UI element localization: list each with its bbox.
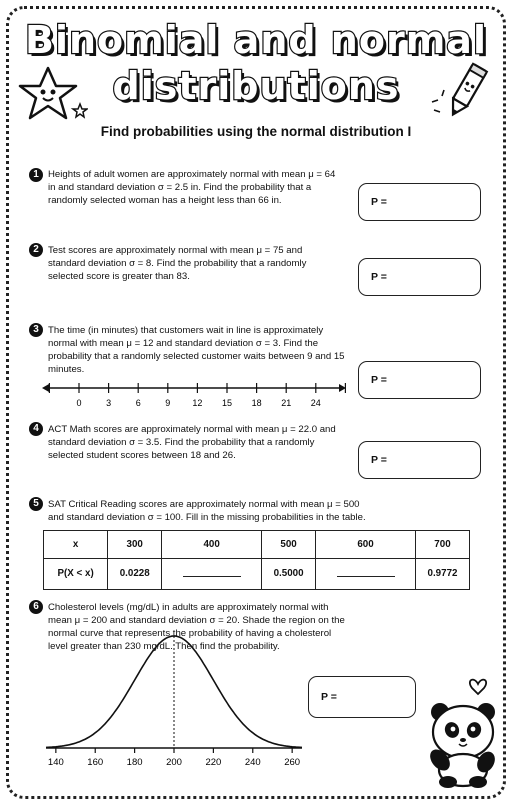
number-line-label: 6	[135, 398, 141, 408]
table-cell: 0.0228	[108, 558, 162, 589]
pencil-mascot-icon	[428, 60, 496, 122]
answer-box-3[interactable]	[358, 361, 481, 399]
answer-label-2: P =	[371, 271, 387, 283]
table-blank-cell-600[interactable]	[316, 558, 416, 589]
table-cell: 700	[415, 531, 469, 559]
answer-label-3: P =	[371, 374, 387, 386]
number-line-label: 15	[221, 398, 233, 408]
table-blank-cell-400[interactable]	[162, 558, 262, 589]
answer-label-1: P =	[371, 196, 387, 208]
curve-tick-label: 180	[126, 757, 143, 768]
table-row	[44, 531, 470, 559]
table-cell: 300	[108, 531, 162, 559]
curve-tick-label: 160	[87, 757, 104, 768]
table-cell: 0.5000	[262, 558, 316, 589]
curve-tick-label: 220	[205, 757, 222, 768]
left-arrow-icon	[42, 384, 49, 392]
number-line-label: 9	[165, 398, 171, 408]
number-line-label: 21	[281, 398, 292, 408]
curve-tick-label: 140	[47, 757, 64, 768]
worksheet-subtitle: Find probabilities using the normal distribution I	[100, 124, 412, 139]
question-5-text: SAT Critical Reading scores are approximately normal with mean μ = 500 and standard deviation σ = 100. Fill in the missing probabilities in the table.	[48, 499, 366, 523]
table-cell: P(X < x)	[44, 558, 108, 589]
table-cell: x	[44, 531, 108, 559]
question-4-text: ACT Math scores are approximately normal with mean μ = 22.0 and standard deviation σ = 3.5. Find the probability that a randomly selected student scores between 18 and 26.	[48, 424, 336, 461]
question-6-number: 6	[29, 600, 43, 614]
question-1-number: 1	[29, 168, 43, 182]
question-1-text: Heights of adult women are approximately normal with mean μ = 64 in and standard deviation σ = 2.5 in. Find the probability that a randomly selected woman has a height less than 66 in.	[48, 169, 336, 206]
question-6-text: Cholesterol levels (mg/dL) in adults are approximately normal with mean μ = 200 and standard deviation σ = 20. Shade the region on the normal curve that represents the probability of having a cholesterol level greater than 230 mg/dL. Then find the probability.	[48, 602, 345, 652]
title-line-2: distributions	[112, 64, 400, 108]
title-line-1: Binomial and normal	[25, 18, 487, 62]
answer-box-6[interactable]	[308, 676, 416, 718]
table-cell: 600	[316, 531, 416, 559]
question-5-number: 5	[29, 497, 43, 511]
normal-curve	[40, 630, 310, 780]
curve-tick-label: 260	[284, 757, 301, 768]
question-2-number: 2	[29, 243, 43, 257]
star-mascot-icon	[18, 64, 88, 126]
table-cell: 500	[262, 531, 316, 559]
number-line	[40, 378, 350, 414]
number-line-label: 0	[76, 398, 82, 408]
answer-box-2[interactable]	[358, 258, 481, 296]
number-line-label: 24	[310, 398, 321, 408]
number-line-label: 3	[106, 398, 112, 408]
table-cell: 0.9772	[415, 558, 469, 589]
question-2-text: Test scores are approximately normal with mean μ = 75 and standard deviation σ = 8. Find the probability that a randomly selected score is greater than 83.	[48, 245, 307, 282]
answer-box-4[interactable]	[358, 441, 481, 479]
question-3-number: 3	[29, 323, 43, 337]
question-3-text: The time (in minutes) that customers wait in line is approximately normal with mean μ = 12 and standard deviation σ = 3. Find the probability that a randomly selected customer waits between 9 and 15 minutes.	[48, 325, 345, 375]
curve-tick-label: 240	[244, 757, 261, 768]
answer-label-6: P =	[321, 691, 337, 703]
question-4-number: 4	[29, 422, 43, 436]
table-cell: 400	[162, 531, 262, 559]
table-row	[44, 558, 470, 589]
probability-table	[43, 530, 470, 590]
panda-mascot-icon	[420, 670, 502, 790]
curve-tick-label: 200	[166, 757, 182, 768]
answer-label-4: P =	[371, 454, 387, 466]
number-line-label: 12	[192, 398, 203, 408]
answer-box-1[interactable]	[358, 183, 481, 221]
number-line-label: 18	[251, 398, 262, 408]
